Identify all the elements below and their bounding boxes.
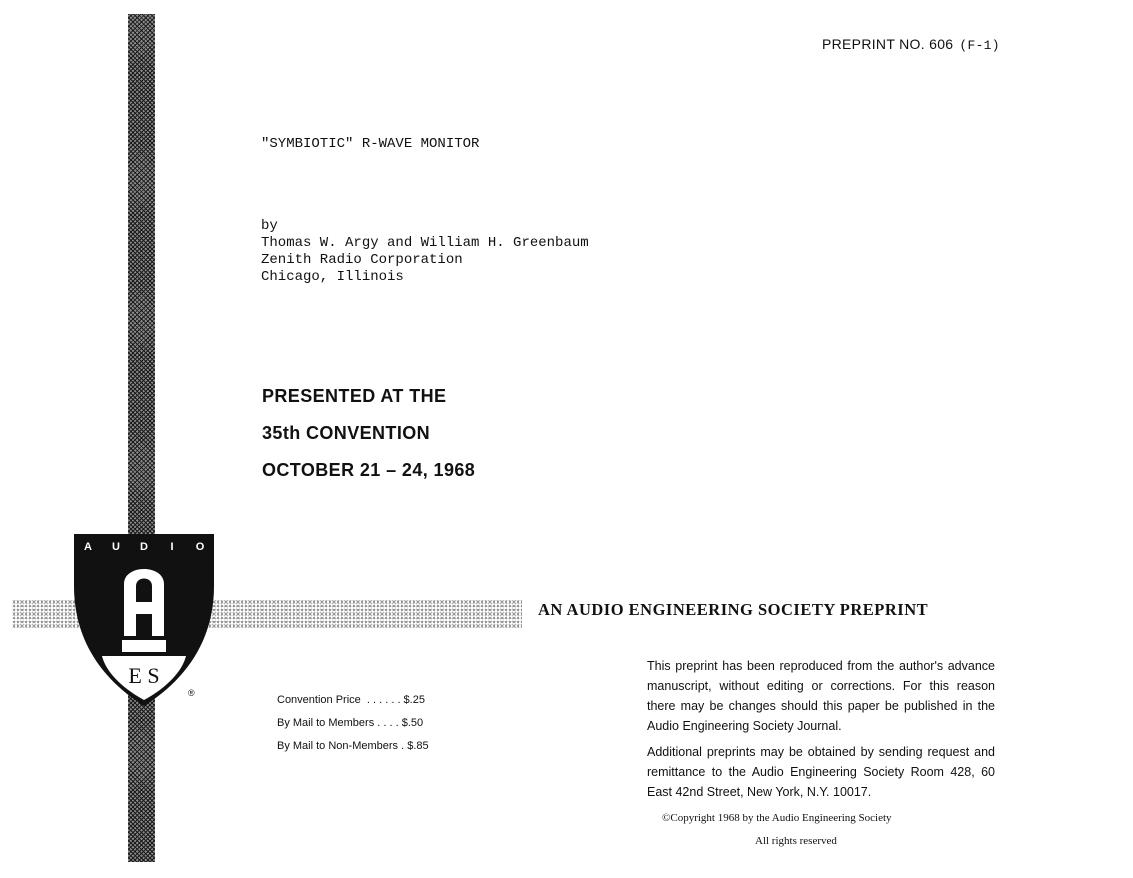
- preprint-number: [822, 36, 1000, 53]
- price-convention: Convention Price . . . . . . $.25: [277, 694, 425, 706]
- by-label: by: [261, 218, 278, 234]
- presentation-info: [262, 384, 475, 495]
- price-members: By Mail to Members . . . . $.50: [277, 717, 424, 729]
- presented-at-line: PRESENTED AT THE: [262, 386, 447, 406]
- date-line: OCTOBER 21 – 24, 1968: [262, 460, 476, 480]
- convention-line: 35th CONVENTION: [262, 423, 431, 443]
- logo-letter-a: A: [84, 541, 92, 553]
- society-banner: AN AUDIO ENGINEERING SOCIETY PREPRINT: [538, 600, 929, 619]
- notice-paragraph-2: Additional preprints may be obtained by sending request and remittance to the Audio Engineering Society Room 428, 60 East 42nd Street, New York, N.Y. 10017.: [647, 745, 995, 799]
- vertical-halftone-stripe: [128, 14, 155, 862]
- aes-logo: [72, 532, 216, 708]
- price-list: [277, 692, 429, 761]
- logo-letter-o: O: [195, 541, 205, 553]
- rights-line: All rights reserved: [755, 835, 837, 847]
- location: Chicago, Illinois: [261, 269, 404, 285]
- organization: Zenith Radio Corporation: [261, 252, 463, 268]
- logo-letter-u: U: [112, 541, 120, 553]
- authors: Thomas W. Argy and William H. Greenbaum: [261, 235, 589, 251]
- notice-paragraph-1: This preprint has been reproduced from the author's advance manuscript, without editing or corrections. For this reason there may be changes should this paper be published in the Audio Engineering Society Journal.: [647, 659, 995, 733]
- preprint-tag: (F-1): [959, 38, 1000, 53]
- preprint-number-text: PREPRINT NO. 606: [822, 36, 954, 52]
- registered-mark: ®: [188, 688, 195, 698]
- logo-es-letters: E S: [128, 663, 160, 688]
- preprint-notice: [647, 656, 995, 808]
- logo-letter-i: I: [170, 541, 174, 553]
- logo-letter-d: D: [140, 541, 148, 553]
- author-block: [261, 218, 589, 286]
- copyright-line: ©Copyright 1968 by the Audio Engineering Society: [662, 812, 892, 824]
- price-non-members: By Mail to Non-Members . $.85: [277, 740, 429, 752]
- paper-title: "SYMBIOTIC" R-WAVE MONITOR: [261, 136, 480, 152]
